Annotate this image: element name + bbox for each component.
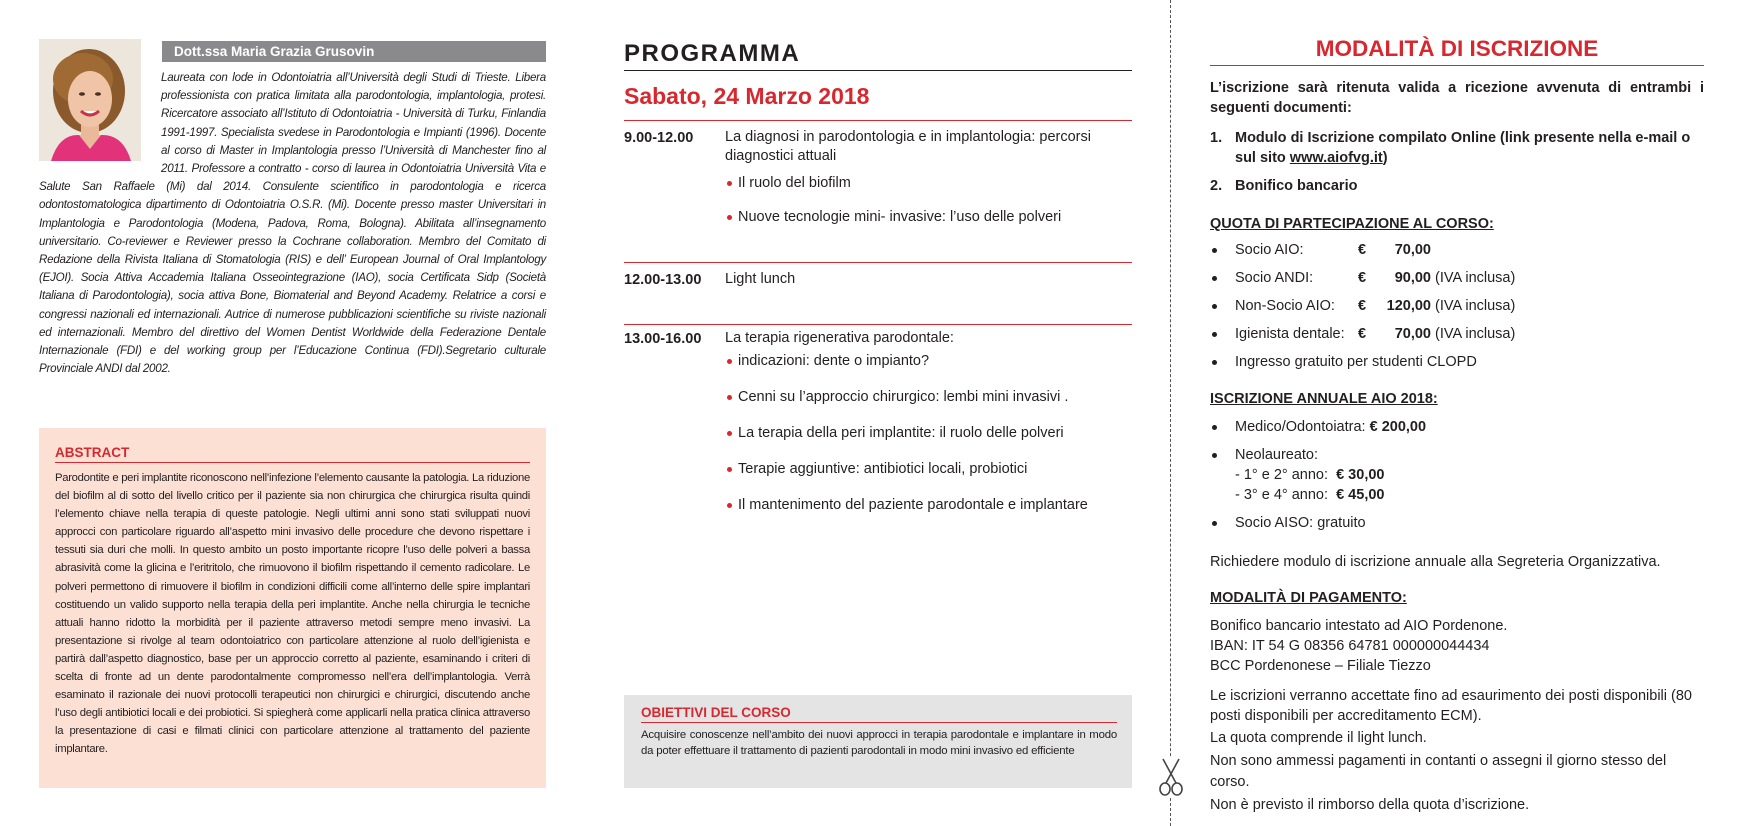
annual-label: Neolaureato: [1235,447,1319,463]
divider [624,262,1132,263]
annual-sub-label: - 3° e 4° anno: [1235,487,1329,503]
cut-line [1170,0,1171,826]
programma-title: PROGRAMMA [624,40,1132,71]
session-time: 13.00-16.00 [624,331,702,347]
session-desc [725,128,1125,227]
speaker-bio [39,69,546,378]
session-title: La diagnosi in parodontologia e in implantologia: percorsi diagnostici attuali [725,129,1091,164]
annual-sub [1235,485,1704,505]
required-documents [1210,128,1704,196]
document-item [1210,176,1704,196]
payment-line: IBAN: IT 54 G 08356 64781 000000044434 [1210,638,1490,654]
document-text-end: ) [1382,150,1388,166]
terms-line: La quota comprende il light lunch. [1210,730,1427,746]
annual-amount: € 200,00 [1369,419,1427,435]
obiettivi-title: OBIETTIVI DEL CORSO [641,704,1117,723]
terms-line: Non sono ammessi pagamenti in contanti o assegni il giorno stesso del corso. [1210,753,1667,790]
iscrizione-title: MODALITÀ DI ISCRIZIONE [1210,34,1704,66]
terms-line: Le iscrizioni verranno accettate fino ad esaurimento dei posti disponibili (80 posti disponibili per accreditamento ECM). [1210,688,1692,724]
fee-list [1210,240,1704,372]
aiofvg-link[interactable]: www.aiofvg.it [1289,150,1383,166]
fee-note: (IVA inclusa) [1435,326,1516,342]
fee-item [1210,296,1704,316]
annual-note: Richiedere modulo di iscrizione annuale alla Segreteria Organizzativa. [1210,554,1661,570]
payment-line: Bonifico bancario intestato ad AIO Pordenone. [1210,618,1508,634]
annual-label: Medico/Odontoiatra: [1235,419,1366,435]
session-topics [725,351,1125,515]
fee-label: Socio ANDI: [1235,270,1314,286]
payment-line: BCC Pordenonese – Filiale Tiezzo [1210,658,1431,674]
fee-currency: € [1358,298,1367,314]
abstract-box [39,428,546,788]
topic-item: Terapie aggiuntive: antibiotici locali, probiotici [725,459,1125,479]
fee-amount: 120,00 [1386,298,1431,314]
annual-sub [1235,465,1704,485]
document-item [1210,128,1704,168]
fee-item [1210,268,1704,288]
document-number: 1. [1210,130,1223,146]
topic-item: Il ruolo del biofilm [725,173,1125,193]
terms [1210,686,1704,816]
annual-neolaureato [1210,445,1704,505]
fee-item [1210,240,1704,260]
fee-label: Non-Socio AIO: [1235,298,1335,314]
fee-amount: 70,00 [1394,326,1431,342]
fee-currency: € [1358,270,1367,286]
payment-details [1210,616,1704,676]
annual-sub-label: - 1° e 2° anno: [1235,467,1329,483]
programma-date: Sabato, 24 Marzo 2018 [624,80,1132,121]
fee-note: (IVA inclusa) [1435,298,1516,314]
fee-currency: € [1358,326,1367,342]
fee-amount: 70,00 [1394,242,1431,258]
topic-item: Nuove tecnologie mini- invasive: l’uso delle polveri [725,207,1125,227]
speaker-bio-text: Laureata con lode in Odontoiatria all’Università degli Studi di Trieste. Libera professionista con pratica limitata alla parodontologia, implantologia, protesi. Ricercatore associato all’Istituto di Odontoiatria - Università di Turku, Finlandia 1991-1997. Specialista svedese in Parodontologia e Impianti (1996). Docente al corso di Master in Implantologia presso l’Università di Manchester fino al 2011. Professore a contratto - corso di laurea in Odontoiatria Università Vita e Salute San Raffaele (Mi) dal 2014. Consulente scientifico in parodontologia e ricerca odontostomatologica dipartimento di Odontoiatria O.S.R. (Mi). Docente presso master Universitari in Implantologia e Parodontologia (Modena, Padova, Roma, Bologna). Abilitata all’insegnamento universitario. Co-reviewer e Reviewer presso la Cochrane collaboration. Membro del Comitato di Redazione della Rivista Italiana di Stomatologia (RIS) e dell’ European Journal of Oral Implantology (EJOI). Socia Attiva Accademia Italiana Osseointegrazione (IAO), socia Certificata Sidp (Società Italiana di Parodontologia), socia attiva Bone, Biomaterial and Beyond Academy. Relatrice a corsi e congressi nazionali ed internazionali. Autrice di numerose pubblicazioni scientifiche su riviste nazionali ed internazionali. Membro del direttivo del Women Dentist Worldwide della Federazione Dentale Internazionale (FDI) e del working group per l’Educazione Continua (FDI).Segretario culturale Provinciale ANDI dal 2002. [39,71,546,376]
divider [624,324,1132,325]
topic-item: Cenni su l’approccio chirurgico: lembi mini invasivi . [725,387,1125,407]
payment-title: MODALITÀ DI PAGAMENTO: [1210,590,1407,606]
session-time: 12.00-13.00 [624,272,702,288]
scissors-icon [1157,757,1185,797]
document-number: 2. [1210,178,1223,194]
fee-label: Socio AIO: [1235,242,1304,258]
fee-note: (IVA inclusa) [1435,270,1516,286]
annual-aiso: Socio AISO: gratuito [1210,513,1704,533]
fee-currency: € [1358,242,1367,258]
document-text: Modulo di Iscrizione compilato Online (link presente nella e-mail o sul sito [1235,130,1691,166]
topic-item: indicazioni: dente o impianto? [725,351,1125,371]
quota-title: QUOTA DI PARTECIPAZIONE AL CORSO: [1210,216,1494,232]
abstract-text: Parodontite e peri implantite riconoscono nell’infezione l’elemento causante la patologia. La riduzione del biofilm al di sotto del livello critico per il paziente sia non chirurgica che chirurgica risulta quindi l’elemento chiave nella terapia di queste patologie. Negli ultimi anni sono stati sviluppati nuovi approcci con particolare riguardo all’aspetto mini invasivo delle procedure che devono rispettare i tessuti sia duri che molli. In questo ambito un posto importante ricopre l’uso delle polveri a bassa abrasività come la glicina e l’eritritolo, che rimuovono il biofilm rispettando il cemento radicolare. Le polveri permettono di rimuovere il biofilm in condizioni difficili come all’interno delle spire implantari costituendo un valido supporto nella terapia della peri implantite. Anche nella chirurgia le tecniche attuali hanno ridotto la morbidità per il paziente attraverso metodi sempre meno invasivi. La presentazione si rivolge al team odontoiatrico con particolare attenzione al ruolo dell’igienista e partirà dall’aspetto diagnostico, base per un approccio corretto al paziente, esaminando i criteri di scelta di fronte ad un dente parodontalmente compromesso nell’era dell’implantologia. Verrà esaminato il razionale dei nuovi protocolli terapeutici non chirurgici e chirurgici, discutendo anche l’uso degli antibiotici locali e dei probiotici. Si spiegherà come applicarli nella pratica clinica attraverso la presentazione di casi e filmati clinici con particolare attenzione al trattamento del paziente implantare. [55,472,530,756]
iscrizione-intro: L’iscrizione sarà ritenuta valida a ricezione avvenuta di entrambi i seguenti documenti: [1210,80,1704,116]
fee-label: Igienista dentale: [1235,326,1345,342]
session-title: La terapia rigenerativa parodontale: [725,330,954,346]
free-entry-item: Ingresso gratuito per studenti CLOPD [1210,352,1704,372]
topic-item: La terapia della peri implantite: il ruolo delle polveri [725,423,1125,443]
speaker-name: Dott.ssa Maria Grazia Grusovin [162,41,546,62]
session-topics [725,173,1125,227]
annual-title: ISCRIZIONE ANNUALE AIO 2018: [1210,391,1438,407]
obiettivi-box [624,695,1132,788]
fee-amount: 90,00 [1394,270,1431,286]
topic-item: Il mantenimento del paziente parodontale e implantare [725,495,1125,515]
fee-item [1210,324,1704,344]
session-desc [725,329,1125,515]
session-title: Light lunch [725,271,796,287]
annual-amount: € 45,00 [1336,487,1385,503]
abstract-title: ABSTRACT [55,444,530,463]
annual-list [1210,417,1704,533]
annual-medico [1210,417,1704,437]
session-time: 9.00-12.00 [624,130,694,146]
annual-amount: € 30,00 [1336,467,1385,483]
obiettivi-text: Acquisire conoscenze nell’ambito dei nuovi approcci in terapia parodontale e implantare in modo da poter effettuare il trattamento di pazienti parodontali in modo mini invasivo ed efficiente [641,729,1117,757]
document-text: Bonifico bancario [1235,178,1358,194]
terms-line: Non è previsto il rimborso della quota d’iscrizione. [1210,797,1530,813]
